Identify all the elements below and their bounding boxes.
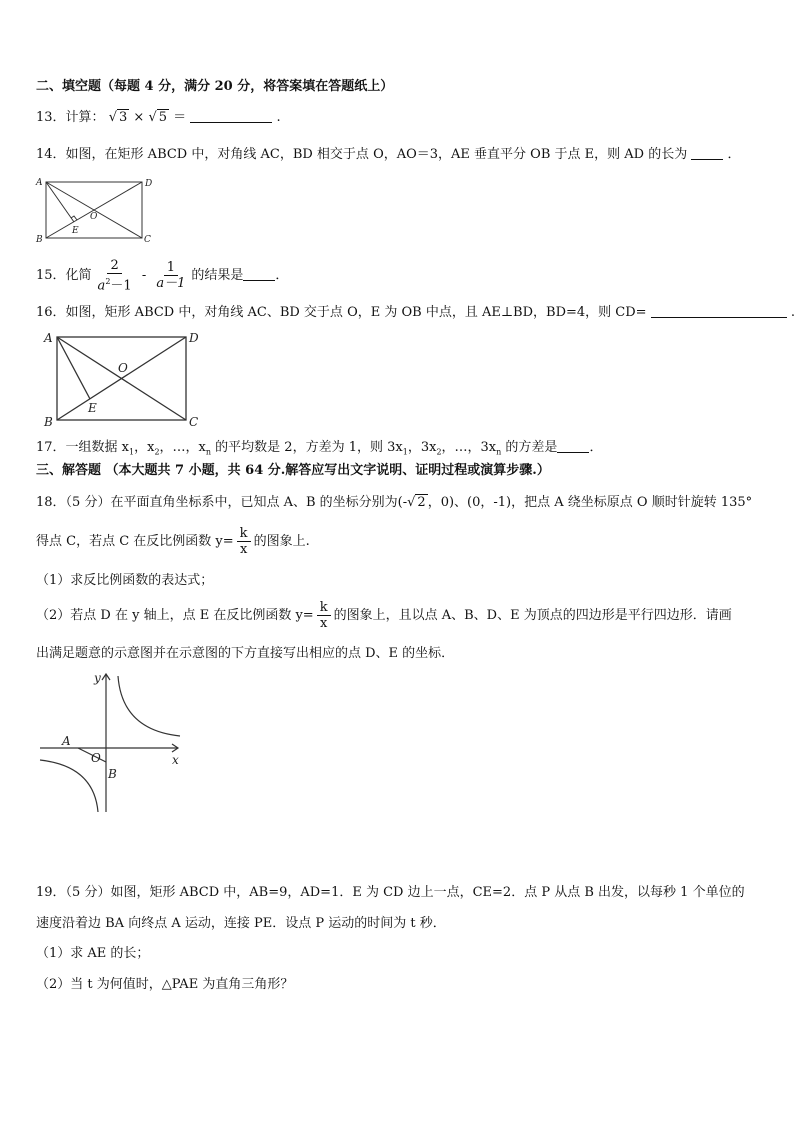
question-15: 15．化简 $\frac{2}{a^2-1}$ - $\frac{1}{a-1}$ 的结果是 ． bbox=[36, 258, 289, 294]
fraction-k-over-x: $\frac{k}{x}$ bbox=[237, 526, 251, 557]
sqrt-5: √ 5 bbox=[148, 110, 168, 125]
label-e: E bbox=[72, 226, 79, 236]
equals-sign: ＝ bbox=[173, 110, 187, 125]
question-18-line-2: 得点 C，若点 C 在反比例函数 y= $\frac{k}{x}$ 的图象上. bbox=[36, 526, 310, 557]
answer-blank[interactable] bbox=[557, 438, 589, 453]
label-o: O bbox=[90, 212, 98, 222]
section-2-heading: 二、填空题（每题 4 分，满分 20 分，将答案填在答题纸上） bbox=[36, 79, 394, 94]
label-a: A bbox=[44, 331, 53, 345]
question-17: 17．一组数据 $x_1$，$x_2$，…，$x_n$ 的平均数是 2，方差为 1，则 $3x_1$，$3x_2$，…，$3x_n$ 的方差是 ． bbox=[36, 440, 603, 457]
label-c: C bbox=[144, 235, 151, 245]
label-b: B bbox=[108, 767, 117, 781]
question-19-line-2: 速度沿着边 BA 向终点 A 运动，连接 PE．设点 P 运动的时间为 t 秒． bbox=[36, 916, 446, 931]
fraction-k-over-x: $\frac{k}{x}$ bbox=[317, 600, 331, 631]
label-a: A bbox=[62, 734, 71, 748]
hyperbola-branch-2 bbox=[40, 760, 98, 812]
label-b: B bbox=[36, 235, 43, 245]
fraction-1: $\frac{2}{a^2-1}$ bbox=[97, 258, 132, 294]
answer-blank[interactable] bbox=[190, 108, 272, 123]
hyperbola-branch-1 bbox=[118, 676, 180, 736]
q14-text: 14．如图，在矩形 ABCD 中，对角线 AC，BD 相交于点 O，AO＝3，AE 垂直平分 OB 于点 E，则 AD 的长为 bbox=[36, 147, 688, 162]
fraction-2: $\frac{1}{a-1}$ bbox=[156, 260, 186, 292]
segment-ae bbox=[57, 337, 90, 399]
segment-ae bbox=[46, 182, 74, 222]
label-d: D bbox=[145, 179, 153, 189]
q13-prefix: 13．计算： bbox=[36, 110, 105, 125]
label-o: O bbox=[91, 751, 101, 765]
label-o: O bbox=[118, 361, 128, 375]
label-x: x bbox=[172, 753, 179, 767]
question-19-line-1: 19．（5 分）如图，矩形 ABCD 中，AB=9，AD=1．E 为 CD 边上一点，CE=2．点 P 从点 B 出发，以每秒 1 个单位的 bbox=[36, 885, 745, 900]
question-14: 14．如图，在矩形 ABCD 中，对角线 AC，BD 相交于点 O，AO＝3，AE 垂直平分 OB 于点 E，则 AD 的长为 ． bbox=[36, 147, 741, 162]
question-18-part-2: （2）若点 D 在 y 轴上，点 E 在反比例函数 y= $\frac{k}{x}$ 的图象上，且以点 A、B、D、E 为顶点的四边形是平行四边形．请画 bbox=[36, 600, 732, 631]
question-18-part-2-cont: 出满足题意的示意图并在示意图的下方直接写出相应的点 D、E 的坐标． bbox=[36, 646, 455, 661]
times-sign: × bbox=[133, 110, 145, 125]
section-3-heading: 三、解答题 （本大题共 7 小题，共 64 分.解答应写出文字说明、证明过程或演算步骤.） bbox=[36, 463, 550, 478]
q14-rectangle-figure bbox=[34, 174, 164, 246]
q16-rectangle-figure bbox=[40, 328, 210, 428]
label-b: B bbox=[44, 415, 53, 429]
answer-blank[interactable] bbox=[691, 145, 723, 160]
label-a: A bbox=[36, 178, 43, 188]
answer-blank[interactable] bbox=[651, 303, 787, 318]
answer-blank[interactable] bbox=[243, 266, 275, 281]
sqrt-2: √ 2 bbox=[407, 495, 426, 510]
question-18-line-1: 18．（5 分）在平面直角坐标系中，已知点 A、B 的坐标分别为(-√ 2 ，0)、(0，-1)，把点 A 绕坐标原点 O 顺时针旋转 135° bbox=[36, 495, 753, 510]
question-13: 13．计算： √ 3 × √ 5 ＝ . bbox=[36, 110, 281, 125]
label-y: y bbox=[94, 671, 101, 685]
question-18-part-1: （1）求反比例函数的表达式； bbox=[36, 573, 214, 588]
question-19-part-2: （2）当 t 为何值时，△PAE 为直角三角形？ bbox=[36, 977, 294, 992]
question-19-part-1: （1）求 AE 的长； bbox=[36, 946, 150, 961]
q16-text: 16．如图，矩形 ABCD 中，对角线 AC、BD 交于点 O，E 为 OB 中点，且 AE⊥BD，BD=4，则 CD= bbox=[36, 305, 647, 320]
label-e: E bbox=[88, 401, 97, 415]
label-d: D bbox=[189, 331, 199, 345]
label-c: C bbox=[189, 415, 199, 429]
sqrt-3: √ 3 bbox=[108, 110, 128, 125]
q18-coordinate-figure bbox=[36, 668, 186, 816]
question-16: 16．如图，矩形 ABCD 中，对角线 AC、BD 交于点 O，E 为 OB 中点，且 AE⊥BD，BD=4，则 CD= . bbox=[36, 305, 795, 320]
